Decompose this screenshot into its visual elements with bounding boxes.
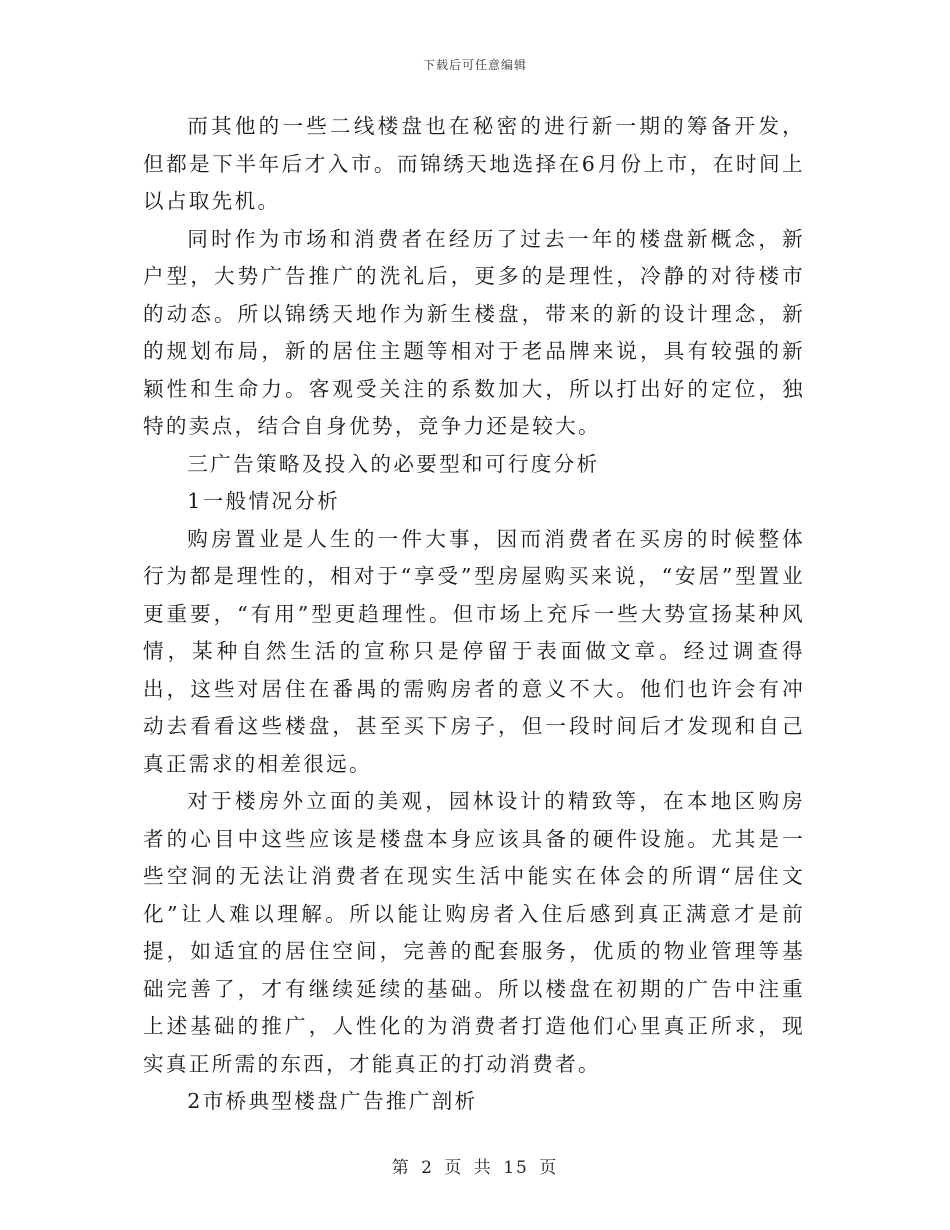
paragraph-1: 而其他的一些二线楼盘也在秘密的进行新一期的筹备开发，但都是下半年后才入市。而锦绣天地选择在6月份上市，在时间上以占取先机。 — [143, 114, 805, 213]
paragraph-3: 购房置业是人生的一件大事，因而消费者在买房的时候整体行为都是理性的，相对于“享受”型房屋购买来说，“安居”型置业更重要，“有用”型更趋理性。但市场上充斥一些大势宣扬某种风情，某种自然生活的宣称只是停留于表面做文章。经过调查得出，这些对居住在番禺的需购房者的意义不大。他们也许会有冲动去看看这些楼盘，甚至买下房子，但一段时间后才发现和自己真正需求的相差很远。 — [143, 526, 805, 776]
page-header: 下载后可任意编辑 — [422, 58, 527, 72]
section-heading-3: 三广告策略及投入的必要型和可行度分析 — [187, 451, 600, 476]
document-body — [143, 108, 805, 1121]
page-number-footer: 第 2 页 共 15 页 — [391, 1158, 559, 1178]
subsection-heading-3-2: 2市桥典型楼盘广告推广剖析 — [187, 1089, 478, 1113]
subsection-heading-3-1: 1一般情况分析 — [187, 489, 341, 513]
paragraph-2: 同时作为市场和消费者在经历了过去一年的楼盘新概念，新户型，大势广告推广的洗礼后，更多的是理性，冷静的对待楼市的动态。所以锦绣天地作为新生楼盘，带来的新的设计理念，新的规划布局，新的居住主题等相对于老品牌来说，具有较强的新颖性和生命力。客观受关注的系数加大，所以打出好的定位，独特的卖点，结合自身优势，竞争力还是较大。 — [143, 226, 805, 438]
paragraph-4: 对于楼房外立面的美观，园林设计的精致等，在本地区购房者的心目中这些应该是楼盘本身应该具备的硬件设施。尤其是一些空洞的无法让消费者在现实生活中能实在体会的所谓“居住文化”让人难以理解。所以能让购房者入住后感到真正满意才是前提，如适宜的居住空间，完善的配套服务，优质的物业管理等基础完善了，才有继续延续的基础。所以楼盘在初期的广告中注重上述基础的推广，人性化的为消费者打造他们心里真正所求，现实真正所需的东西，才能真正的打动消费者。 — [143, 789, 805, 1076]
